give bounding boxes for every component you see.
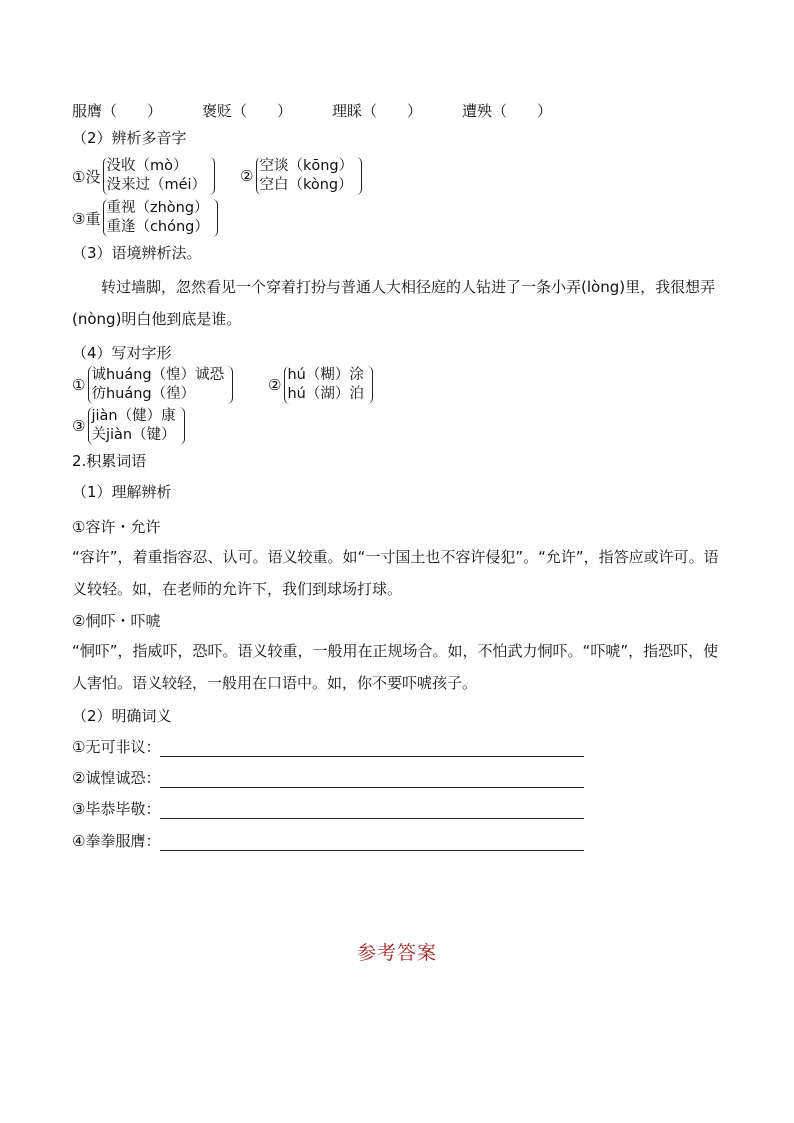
section-heading: （3）语境辨析法。 [72,244,202,262]
definition-row [72,767,584,788]
group-number: ③重 [72,209,101,228]
left-brace [88,407,175,445]
zixing-item: 诚huáng（惶）诚恐 [91,367,225,383]
duoyin-item: 没来过（méi） [106,177,207,193]
answer-blank[interactable] [160,834,584,851]
definition-label: ②诚惶诚恐： [72,769,161,787]
right-brace [227,366,233,404]
word-item: 遭殃（ ） [462,102,553,120]
bianxi-title: ②恫吓・吓唬 [72,612,161,630]
duoyin-item: 空白（kòng） [259,177,353,193]
zixing-item: hú（湖）泊 [287,386,364,402]
duoyin-group [72,157,215,195]
group-number: ② [240,167,254,185]
answer-blank[interactable] [160,740,584,757]
section-heading: （1）理解辨析 [72,483,172,501]
right-brace [179,407,185,445]
zixing-group [268,366,373,404]
word-row [72,100,592,121]
left-brace [103,199,208,237]
zixing-item: 彷huáng（徨） [91,386,196,402]
section-heading: （2）辨析多音字 [72,129,187,147]
answer-blank[interactable] [160,802,584,819]
right-brace [212,199,218,237]
bianxi-title: ①容许・允许 [72,518,161,536]
section-heading: 2.积累词语 [72,452,147,470]
definition-row [72,736,584,757]
zixing-item: hú（糊）涂 [287,367,364,383]
duoyin-group [240,157,362,195]
group-number: ③ [72,417,86,435]
zixing-group [72,407,185,445]
zixing-group [72,366,233,404]
group-number: ①没 [72,167,101,186]
left-brace [256,157,353,195]
right-brace [356,157,362,195]
definition-label: ③毕恭毕敬： [72,800,161,818]
bianxi-text: “容许”，着重指容忍、认可。语义较重。如“一寸国土也不容许侵犯”。“允许”，指答应或许可。语义较轻。如，在老师的允许下，我们到球场打球。 [72,548,719,598]
word-item: 服膺（ ） [72,102,163,120]
answer-title: 参考答案 [356,942,437,964]
left-brace [284,366,363,404]
right-brace [209,157,215,195]
definition-row [72,798,584,819]
bianxi-text: “恫吓”，指威吓，恐吓。语义较重，一般用在正规场合。如，不怕武力恫吓。“吓唬”，指恐吓，使人害怕。语义较轻，一般用在口语中。如，你不要吓唬孩子。 [72,642,719,692]
duoyin-item: 空谈（kōng） [259,158,354,174]
left-brace [103,157,206,195]
duoyin-group [72,199,218,237]
group-number: ① [72,376,86,394]
answer-blank[interactable] [160,771,584,788]
definition-row [72,830,584,851]
zixing-item: 关jiàn（键） [91,427,176,443]
context-paragraph: 转过墙脚，忽然看见一个穿着打扮与普通人大相径庭的人钻进了一条小弄(lòng)里，我很想弄(nòng)明白他到底是谁。 [72,278,716,328]
section-heading: （4）写对字形 [72,344,172,362]
duoyin-item: 重视（zhòng） [106,200,209,216]
group-number: ② [268,376,282,394]
word-item: 理睬（ ） [332,102,423,120]
left-brace [88,366,224,404]
definition-label: ①无可非议： [72,738,161,756]
duoyin-item: 没收（mò） [106,158,188,174]
duoyin-item: 重逢（chóng） [106,219,209,235]
definition-label: ④拳拳服膺： [72,832,161,850]
zixing-item: jiàn（健）康 [91,408,176,424]
word-item: 褒贬（ ） [202,102,293,120]
right-brace [367,366,373,404]
section-heading: （2）明确词义 [72,707,172,725]
